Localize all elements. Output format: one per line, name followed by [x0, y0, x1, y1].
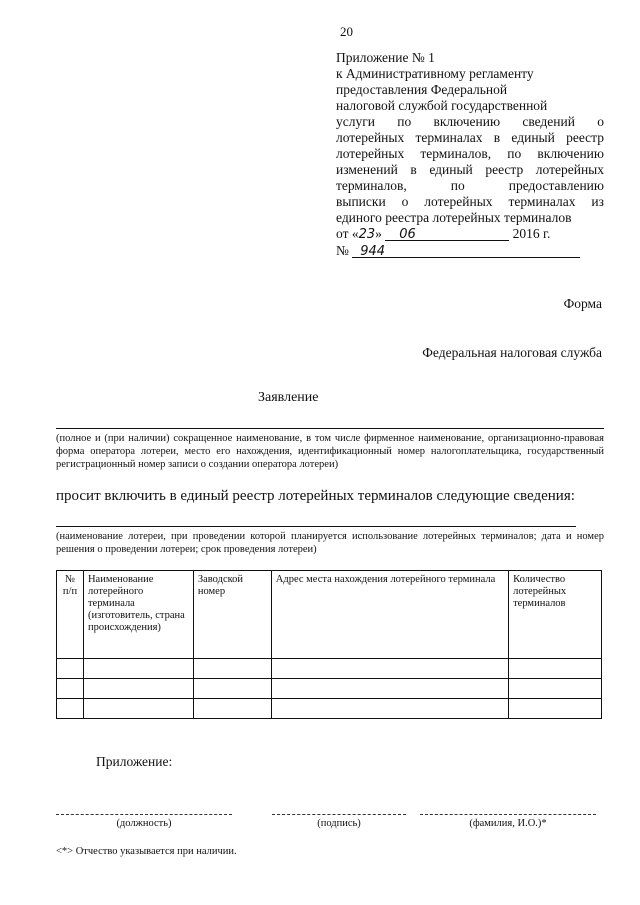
- name-line[interactable]: [420, 814, 596, 815]
- lottery-line: [56, 526, 576, 527]
- signature-line[interactable]: [272, 814, 406, 815]
- signature-caption: (подпись): [317, 818, 361, 829]
- date-month: 06: [399, 227, 416, 242]
- header-number: № п/п: [57, 571, 84, 659]
- attachment-label: Приложение:: [96, 754, 173, 769]
- date-day: 23: [358, 227, 376, 242]
- table-cell[interactable]: [509, 659, 602, 679]
- service-name: Федеральная налоговая служба: [422, 345, 602, 360]
- table-cell[interactable]: [57, 699, 84, 719]
- table-row: [57, 679, 602, 699]
- table-cell[interactable]: [509, 699, 602, 719]
- operator-caption: (полное и (при наличии) сокращенное наименование, в том числе фирменное наименование, организационно-правовая форма оператора лотереи, место его нахождения, идентификационный номер налогоплательщика, государственный регистрационный номер записи о создании оператора лотереи): [56, 433, 604, 470]
- appendix-block: [336, 50, 604, 259]
- appendix-number: [336, 243, 604, 259]
- header-serial-number: Заводской номер: [193, 571, 271, 659]
- table-cell[interactable]: [271, 659, 508, 679]
- appendix-title: Приложение № 1: [336, 50, 435, 65]
- position-caption: (должность): [116, 818, 172, 829]
- table-cell[interactable]: [193, 699, 271, 719]
- table-cell[interactable]: [193, 659, 271, 679]
- lottery-caption: (наименование лотереи, при проведении которой планируется использование лотерейных терминалов; дата и номер решения о проведении лотереи; срок проведения лотереи): [56, 531, 604, 555]
- table-row: [57, 659, 602, 679]
- number-value: 944: [360, 244, 386, 259]
- table-cell[interactable]: [509, 679, 602, 699]
- number-field: [352, 243, 580, 258]
- footnote: <*> Отчество указывается при наличии.: [56, 846, 237, 857]
- appendix-line: к Административному регламенту: [336, 66, 534, 81]
- terminals-table: [56, 570, 602, 719]
- form-label: Форма: [563, 296, 602, 311]
- appendix-line: терминалов, по предоставлению: [336, 178, 604, 193]
- date-month-field: [385, 226, 509, 241]
- appendix-line: единого реестра лотерейных терминалов: [336, 210, 572, 225]
- appendix-date: [336, 226, 604, 243]
- page-number: 20: [340, 24, 353, 39]
- name-caption: (фамилия, И.О.)*: [469, 818, 547, 829]
- table-cell[interactable]: [193, 679, 271, 699]
- table-cell[interactable]: [83, 679, 193, 699]
- table-row: [57, 699, 602, 719]
- table-cell[interactable]: [57, 679, 84, 699]
- table-cell[interactable]: [271, 699, 508, 719]
- number-prefix: №: [336, 243, 349, 258]
- header-quantity: Количество лотерейных терминалов: [509, 571, 602, 659]
- appendix-line: услуги по включению сведений о: [336, 114, 604, 129]
- position-line[interactable]: [56, 814, 232, 815]
- header-address: Адрес места нахождения лотерейного терминала: [271, 571, 508, 659]
- appendix-line: предоставления Федеральной: [336, 82, 508, 97]
- appendix-line: изменений в единый реестр лотерейных: [336, 162, 604, 177]
- operator-name-line: [56, 428, 604, 429]
- appendix-line: лотерейных терминалов, по включению: [336, 146, 604, 161]
- appendix-line: налоговой службой государственной: [336, 98, 548, 113]
- appendix-line: лотерейных терминалах в единый реестр: [336, 130, 604, 145]
- table-cell[interactable]: [83, 699, 193, 719]
- appendix-line: выписки о лотерейных терминалах из: [336, 194, 604, 209]
- header-terminal-name: Наименование лотерейного терминала (изготовитель, страна происхождения): [83, 571, 193, 659]
- table-header-row: [57, 571, 602, 659]
- date-prefix: от «: [336, 226, 359, 241]
- table-cell[interactable]: [271, 679, 508, 699]
- table-cell[interactable]: [83, 659, 193, 679]
- table-cell[interactable]: [57, 659, 84, 679]
- document-title: Заявление: [258, 390, 319, 405]
- request-text: просит включить в единый реестр лотерейных терминалов следующие сведения:: [56, 488, 575, 504]
- date-mid: »: [375, 226, 382, 241]
- date-year: 2016 г.: [512, 226, 551, 241]
